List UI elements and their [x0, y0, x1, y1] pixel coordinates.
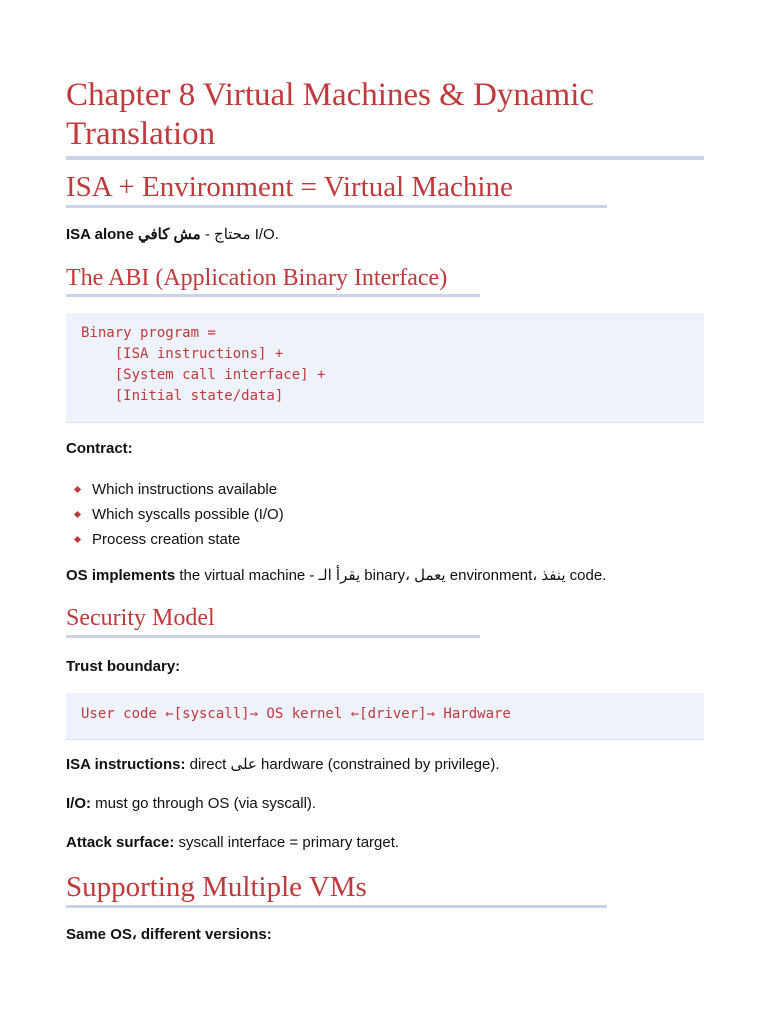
code-line: [ISA instructions] +	[81, 346, 284, 362]
contract-list	[74, 477, 284, 552]
isa-alone-label: ISA alone	[66, 226, 134, 243]
isa-alone-arabic: مش كافي	[137, 226, 201, 243]
attack-surface-paragraph	[66, 834, 399, 852]
trust-boundary-label	[66, 658, 180, 676]
code-line: User code ←[syscall]→ OS kernel ←[driver]→ Hardware	[81, 706, 511, 722]
os-text-1: the virtual machine -	[175, 567, 319, 584]
isa-alone-arabic-2: محتاج	[214, 226, 251, 243]
list-item	[74, 527, 284, 552]
contract-label-text: Contract:	[66, 440, 133, 457]
list-item-text: Which syscalls possible (I/O)	[92, 506, 284, 523]
section-underline	[66, 635, 480, 638]
trust-boundary-text: Trust boundary:	[66, 658, 181, 675]
isa-arabic: على	[230, 756, 257, 773]
section-title-vm: ISA + Environment = Virtual Machine	[66, 171, 513, 203]
contract-label	[66, 440, 133, 458]
list-item	[74, 477, 284, 502]
os-text-4: code.	[565, 567, 607, 584]
attack-surface-text: syscall interface = primary target.	[174, 834, 400, 851]
same-os-text: Same OS، different versions:	[66, 926, 272, 943]
io-paragraph	[66, 795, 316, 813]
title-underline	[66, 156, 704, 160]
isa-instructions-paragraph	[66, 756, 500, 774]
bullet-diamond-icon	[74, 511, 81, 518]
isa-instructions-label: ISA instructions:	[66, 756, 186, 773]
section-title-multi: Supporting Multiple VMs	[66, 871, 367, 903]
code-line: [Initial state/data]	[81, 388, 284, 404]
chapter-title: Chapter 8 Virtual Machines & Dynamic Translation	[66, 77, 595, 152]
section-underline	[66, 205, 607, 208]
os-text-2: binary،	[360, 567, 415, 584]
os-text-3: environment،	[445, 567, 542, 584]
section-underline	[66, 294, 480, 297]
io-text: must go through OS (via syscall).	[91, 795, 317, 812]
isa-alone-tail: I/O.	[250, 226, 279, 243]
os-arabic-3: ينفذ	[541, 567, 566, 584]
os-implements-paragraph	[66, 567, 606, 585]
isa-text-1: direct	[185, 756, 231, 773]
code-line: Binary program =	[81, 325, 216, 341]
bullet-diamond-icon	[74, 486, 81, 493]
section-title-abi: The ABI (Application Binary Interface)	[66, 265, 448, 291]
list-item-text: Process creation state	[92, 531, 241, 548]
code-line: [System call interface] +	[81, 367, 326, 383]
attack-surface-label: Attack surface:	[66, 834, 175, 851]
list-item-text: Which instructions available	[92, 481, 278, 498]
trust-code-block	[66, 693, 704, 740]
same-os-label	[66, 926, 272, 944]
isa-alone-sep: -	[200, 226, 215, 243]
bullet-diamond-icon	[74, 536, 81, 543]
section-title-security: Security Model	[66, 605, 215, 631]
isa-alone-paragraph	[66, 226, 279, 244]
abi-code-block	[66, 313, 704, 423]
os-implements-label: OS implements	[66, 567, 176, 584]
io-label: I/O:	[66, 795, 91, 812]
os-arabic-2: يعمل	[414, 567, 446, 584]
os-arabic-1: يقرأ الـ	[318, 567, 361, 584]
section-underline	[66, 905, 607, 908]
isa-text-2: hardware (constrained by privilege).	[256, 756, 500, 773]
list-item	[74, 502, 284, 527]
